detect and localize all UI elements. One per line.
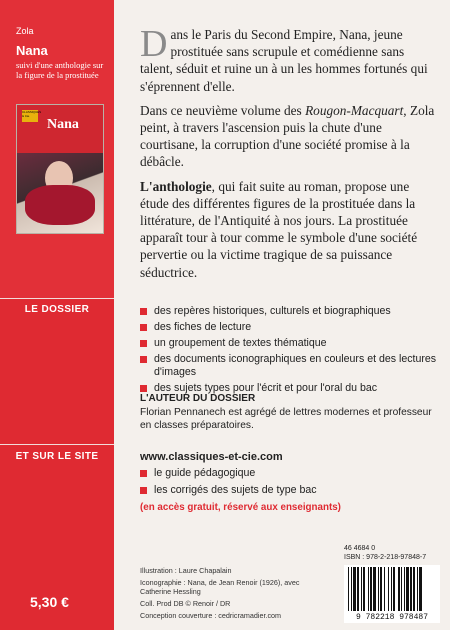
dossier-item: des sujets types pour l'écrit et pour l'oral du bac	[140, 382, 440, 395]
book-subtitle: suivi d'une anthologie sur la figure de la prostituée	[16, 60, 104, 80]
back-cover-blurb	[140, 23, 438, 288]
blurb-paragraph-2	[140, 102, 438, 171]
site-item: le guide pédagogique	[140, 467, 440, 480]
credit-illustration: Illustration : Laure Chapalain	[140, 566, 232, 575]
dossier-item: des documents iconographiques en couleurs et des lectures d'images	[140, 353, 440, 379]
website-url: www.classiques-et-cie.com	[140, 451, 283, 463]
book-cover-thumbnail	[16, 104, 104, 234]
drop-cap: D	[140, 23, 168, 65]
section-label-dossier: LE DOSSIER	[24, 304, 90, 315]
isbn-text: ISBN : 978-2-218-97848-7	[344, 554, 427, 561]
price-tag: 5,30 €	[30, 594, 69, 610]
barcode-icon	[344, 565, 440, 623]
dossier-list	[140, 305, 440, 398]
blurb-paragraph-1	[140, 23, 438, 95]
dossier-author-heading: L'AUTEUR DU DOSSIER	[140, 393, 256, 404]
blurb-p2-b: , Zola peint, à travers l'ascension puis la chute d'une courtisane, la corruption d'une société promise à la débâcle.	[140, 102, 435, 170]
blurb-p3-bold: L'anthologie	[140, 178, 212, 194]
barcode-block	[344, 544, 440, 623]
dossier-item: des repères historiques, culturels et biographiques	[140, 305, 440, 318]
site-item: les corrigés des sujets de type bac	[140, 484, 440, 497]
blurb-p3-rest: , qui fait suite au roman, propose une étude des différentes figures de la prostituée dans la littérature, de l'Antiquité à nos jours. La prostituée apparaît tour à tour comme le symbole d'une société pervertie ou la victime tragique de sa puissance séductrice.	[140, 178, 418, 280]
credit-iconographie: Iconographie : Nana, de Jean Renoir (1926), avec Catherine Hessling	[140, 578, 300, 596]
author-name: Zola	[16, 26, 34, 36]
site-list	[140, 467, 440, 501]
section-label-site: ET SUR LE SITE	[15, 451, 99, 462]
credits-block	[140, 566, 310, 623]
site-access-note: (en accès gratuit, réservé aux enseignants)	[140, 502, 341, 513]
credit-coll: Coll. Prod DB © Renoir / DR	[140, 599, 231, 608]
divider-site	[0, 444, 450, 445]
blurb-p2-italic: Rougon-Macquart	[305, 102, 404, 118]
dossier-item: des fiches de lecture	[140, 321, 440, 334]
dossier-author-text: Florian Pennanech est agrégé de lettres modernes et professeur en classes préparatoires.	[140, 407, 432, 431]
divider-dossier	[0, 298, 450, 299]
thumbnail-title: Nana	[47, 117, 79, 132]
thumbnail-feather-boa	[25, 185, 95, 225]
blurb-p2-a: Dans ce neuvième volume des	[140, 102, 306, 118]
blurb-p1-text: ans le Paris du Second Empire, Nana, jeune prostituée sans scrupule et comédienne sans talent, séduit et ruine un à un les hommes fortunés qui s'éprennent d'elle.	[140, 27, 428, 94]
barcode-code: 46 4684 0	[344, 545, 376, 552]
book-title: Nana	[16, 43, 48, 58]
publisher-logo-icon: CLASSIQUES & Cie	[22, 110, 38, 122]
barcode-digits: 9 782218 978487	[344, 613, 440, 622]
credit-conception: Conception couverture : cedricramadier.com	[140, 611, 282, 620]
blurb-paragraph-3	[140, 178, 438, 281]
barcode-bars	[344, 565, 440, 613]
dossier-item: un groupement de textes thématique	[140, 337, 440, 350]
